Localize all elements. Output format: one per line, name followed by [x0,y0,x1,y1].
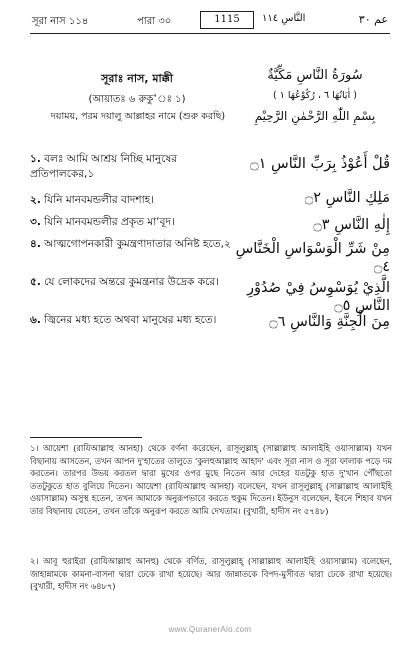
verse-text: বলঃ আমি আশ্রয় নিচ্ছি মানুষের প্রতিপালকের,১ [30,153,178,180]
verse-number: ১. [30,153,41,165]
verse-5-bn [30,275,244,290]
verse-number: ৪. [30,238,41,250]
verse-number: ৫. [30,276,41,288]
bismillah-ar: بِسْمِ اللّٰهِ الرَّحْمٰنِ الرَّحِيْمِ [254,109,376,123]
footnote-2: ২। আবূ হুরাইরা (রাযিআল্লাহু আনহু) থেকে বর্ণিত, রাসূলুল্লাহ্ (সাল্লাল্লাহু আলাইহি ওয়াসাল্লাম) বলেছেন, জাহান্নামকে কামনা-বাসনা দ্বারা ঢেকে রাখা হয়েছে। আর জান্নাতকে বিপদ-মুসীবত দ্বারা ঢেকে রাখা হয়েছে। (বুখারী, হাদীস নং ৬৪৮৭) [30,556,392,591]
verse-2-ar: مَلِكِ النَّاسِ ۝٢ [304,190,390,206]
surah-meta-ar: ( اٰيَاتُهَا ٦ ، رُكُوْعُهَا ١ ) [273,90,357,101]
verse-3-bn [30,215,244,230]
verse-6-ar: مِنَ الْجِنَّةِ وَالنَّاسِ ۝٦ [269,314,390,330]
verse-1-bn [30,152,244,182]
surah-title-ar: سُورَةُ النَّاسِ مَكِّيَّةٌ [267,68,363,83]
header-rule [30,33,390,34]
header-surah-bn: সূরা নাস ১১৪ [32,16,89,27]
watermark: www.QuranerAlo.com [168,625,252,634]
surah-ayat-bn: (আয়াতঃ ৬ রুকু‘ঃ ১) [88,94,186,105]
verse-text: জ্বিনের মধ্য হতে অথবা মানুষের মধ্য হতে। [44,314,217,326]
footnote-rule [30,437,142,438]
header-juz-ar: عم ٣٠ [358,13,388,26]
surah-title-bn: সূরাঃ নাস, মাক্কী [101,72,173,85]
verse-4-bn [30,237,244,252]
verse-number: ৬. [30,314,41,326]
verse-text: যিনি মানবমন্ডলীর বাদশাহ। [44,194,154,206]
running-header [30,10,390,30]
header-para-bn: পারা ৩০ [137,16,172,27]
verse-number: ২. [30,194,41,206]
footnote-1: ১। আয়েশা (রাযিআল্লাহু আনহা) থেকে বর্ণনা করেছেন, রাসূলুল্লাহ্ (সাল্লাল্লাহু আলাইহি ওয়াসাল্লাম) যখন বিছানায় আসতেন, তখন আপন দু'হাতের তালুতে 'কুলহুআল্লাহু আহাদ' এবং সূরা নাস ও সূরা ফালাক পড়ে দম করতেন। তারপর উভয় করতল দ্বারা মুখের ওপর মুছে নিতেন আর দেহের যতটুকু হাত দু'খান পৌঁছতো ততটুকুতে হাত বুলিয়ে দিতেন। আয়েশা (রাযিআল্লাহু আনহা) বলেছেন, যখন রাসূলুল্লাহ্ (সাল্লাল্লাহু আলাইহি ওয়াসাল্লাম) অসুস্থ হতেন, তখন আমাকে অনুরূপভাবে করতে হুকুম দিতেন। ইউনুস বলেছেন, ইবনে শিহাব যখন তার বিছানায় যেতেন, তখন তাঁকে অনুরূপ করতে আমি দেখতাম। (বুখারী, হাদীস নং ৫৭৪৮) [30,443,392,516]
page-number: 1115 [200,11,254,29]
header-surah-ar: النَّاسِ ١١٤ [262,13,306,24]
verse-2-bn [30,193,244,208]
verse-5-ar: الَّذِيْ يُوَسْوِسُ فِيْ صُدُوْرِ النَّاسِ ۝٥ [246,280,390,314]
verse-4-ar: مِنْ شَرِّ الْوَسْوَاسِ الْخَنَّاسِ ۝٤ [235,241,390,275]
verse-text: যে লোকদের অন্তরে কুমন্ত্রনার উদ্রেক করে। [44,276,219,288]
bismillah-bn: দয়াময়, পরম দয়ালু আল্লাহর নামে (শুরু করছি) [50,111,226,122]
verse-number: ৩. [30,216,41,228]
verse-3-ar: إِلٰهِ النَّاسِ ۝٣ [313,217,390,233]
verse-6-bn [30,313,244,328]
verse-text: আত্মগোপনকারী কুমন্ত্রণাদাতার অনিষ্ট হতে,২ [44,238,231,250]
verse-1-ar: قُلْ أَعُوْذُ بِرَبِّ النَّاسِ ۝١ [250,156,390,172]
verse-text: যিনি মানবমন্ডলীর প্রকৃত মা‘বূদ। [44,216,175,228]
